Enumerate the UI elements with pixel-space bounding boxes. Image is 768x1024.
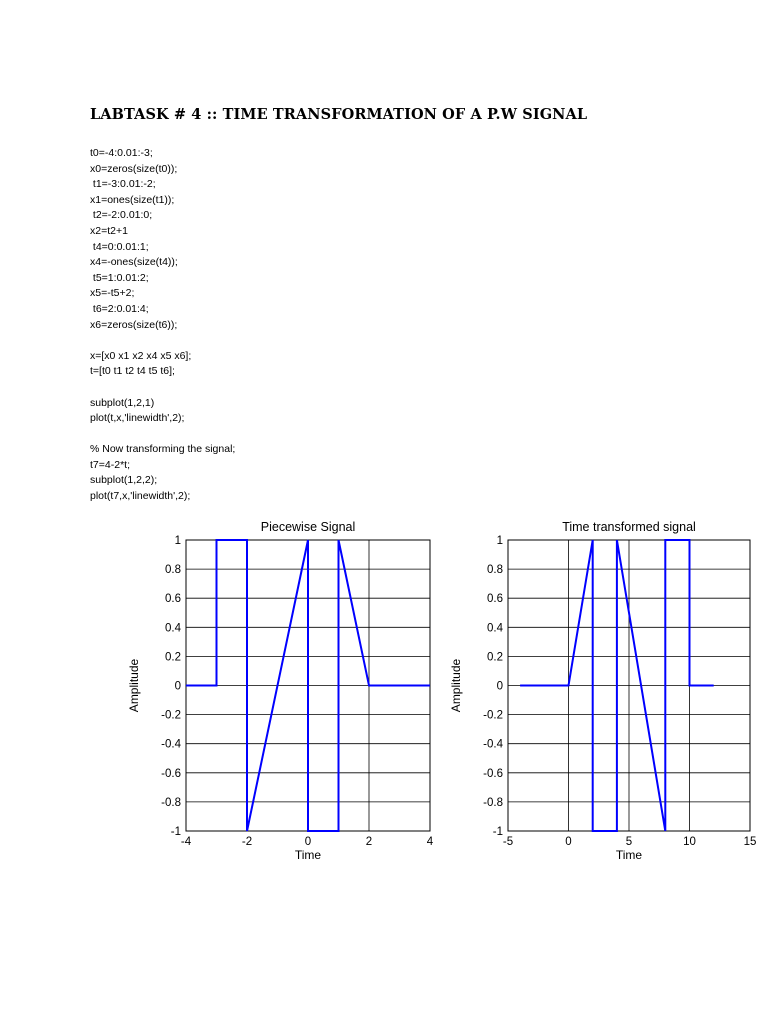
y-tick-label: -0.6 — [161, 767, 181, 780]
y-tick-label: 0.2 — [487, 651, 503, 664]
y-tick-label: -0.8 — [161, 796, 181, 809]
code-line: plot(t7,x,'linewidth',2); — [90, 490, 191, 503]
y-tick-label: -0.2 — [161, 709, 181, 722]
x-tick-label: -2 — [241, 836, 253, 848]
x-tick-label: 2 — [365, 836, 373, 848]
y-tick-label: 0 — [496, 680, 503, 693]
x-tick-label: 5 — [625, 836, 633, 848]
y-tick-label: -0.2 — [483, 709, 503, 722]
code-line: t5=1:0.01:2; — [90, 271, 149, 284]
x-tick-label: 4 — [426, 836, 434, 848]
code-line: x1=ones(size(t1)); — [90, 193, 175, 206]
y-tick-label: 1 — [496, 535, 503, 547]
y-tick-label: -1 — [170, 826, 181, 838]
y-tick-label: 0.6 — [487, 593, 503, 606]
x-tick-label: 0 — [565, 836, 572, 848]
code-line: t2=-2:0.01:0; — [90, 209, 153, 222]
code-line: x2=t2+1 — [90, 224, 128, 237]
y-tick-label: 1 — [174, 535, 181, 547]
y-tick-label: -0.6 — [483, 767, 503, 780]
x-tick-label: -4 — [180, 836, 192, 848]
chart-2 — [449, 520, 756, 862]
code-line: x=[x0 x1 x2 x4 x5 x6]; — [90, 349, 192, 362]
y-tick-label: 0.8 — [165, 564, 181, 577]
y-tick-label: 0.4 — [487, 622, 503, 635]
y-tick-label: 0.8 — [487, 564, 503, 577]
code-line: x0=zeros(size(t0)); — [90, 162, 178, 175]
x-axis-label: Time — [615, 848, 643, 862]
chart-title: Piecewise Signal — [260, 520, 356, 534]
x-tick-label: 15 — [743, 836, 757, 848]
x-tick-label: -5 — [502, 836, 514, 848]
code-line: plot(t,x,'linewidth',2); — [90, 412, 185, 425]
code-line: t1=-3:0.01:-2; — [90, 178, 156, 191]
code-line: t=[t0 t1 t2 t4 t5 t6]; — [90, 365, 175, 378]
y-axis-label: Amplitude — [127, 658, 141, 713]
y-tick-label: -0.4 — [161, 738, 181, 751]
code-line: t4=0:0.01:1; — [90, 240, 149, 253]
code-line: x5=-t5+2; — [90, 287, 135, 300]
y-tick-label: 0.6 — [165, 593, 181, 606]
y-tick-label: 0 — [174, 680, 181, 693]
y-tick-label: -0.8 — [483, 796, 503, 809]
chart-title: Time transformed signal — [562, 520, 696, 534]
x-axis-label: Time — [294, 848, 322, 862]
code-line: x4=-ones(size(t4)); — [90, 256, 178, 269]
code-line: t0=-4:0.01:-3; — [90, 147, 153, 159]
lab-heading: LABTASK # 4 :: TIME TRANSFORMATION OF A P.W SIGNAL — [90, 106, 588, 123]
y-tick-label: -0.4 — [483, 738, 503, 751]
y-tick-label: 0.2 — [165, 651, 181, 664]
x-tick-label: 0 — [304, 836, 312, 848]
code-line: t6=2:0.01:4; — [90, 302, 149, 315]
x-tick-label: 10 — [683, 836, 696, 848]
chart-1 — [127, 520, 434, 862]
code-line: subplot(1,2,1) — [90, 396, 155, 409]
code-line: subplot(1,2,2); — [90, 474, 158, 487]
y-tick-label: -1 — [492, 826, 503, 838]
code-line: % Now transforming the signal; — [90, 443, 236, 456]
code-line: x6=zeros(size(t6)); — [90, 318, 178, 331]
code-line: t7=4-2*t; — [90, 458, 130, 471]
y-axis-label: Amplitude — [449, 658, 463, 713]
y-tick-label: 0.4 — [165, 622, 181, 635]
